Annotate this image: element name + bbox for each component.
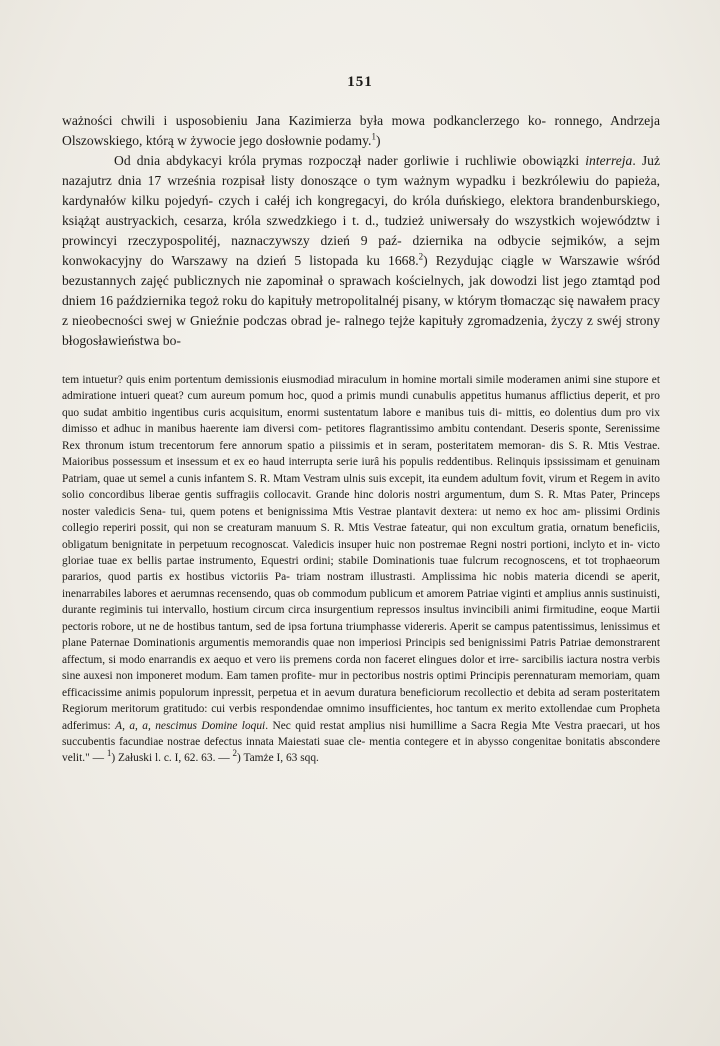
ref-paren: ) [375, 133, 381, 148]
footnote-note-1: 1 [106, 748, 112, 759]
paragraph2-italic: interreja [585, 153, 633, 168]
footnote-paragraph [62, 372, 660, 767]
footnote-ref-2: 2 [418, 251, 424, 262]
footnote-note-2-text: ) Tamże I, 63 sqq. [237, 752, 319, 765]
paragraph1-line2: ronnego, Andrzeja Olszowskiego, którą w żywocie jego dosłownie podamy. [62, 113, 660, 148]
footnote-note-2: 2 [232, 748, 238, 759]
paragraph-continuation [62, 111, 660, 151]
main-text [62, 111, 660, 351]
paragraph2-rest2: ) Rezydując ciągle w Warszawie wśród bezustannych zajęć publicznych nie zapominał o sprawach kościelnych, jak dowodzi list jego ztamtąd pod dniem 16 października tegoż roku do kapituły metropolitalnéj pisany, w którym tłomacząc się nawałem pracy z nieobecności swej w Gnieźnie podczas obrad je- ralnego tejże kapituły zgromadzenia, życzy z swéj strony błogosławieństwa bo- [62, 253, 660, 348]
footnote-tail: . Nec quid restat amplius nisi humillime a Sacra Regia Mte Vestra praecari, ut hos succubentis facundiae nostrae defectus innata Maiestati suae cle- mentia contegere et in abysso congenitae bonitatis abscondere velit." — [62, 719, 660, 765]
footnote-note-1-text: ) Załuski l. c. I, 62. 63. — [111, 752, 233, 765]
paragraph2-rest1: . Już nazajutrz dnia 17 września rozpisał listy donoszące o tym ważnym wypadku i bezkrólewiu do papieża, kardynałów kilku pojedyń- czych i całéj ich kongregacyi, do króla duńskiego, elektora brandenburskiego, książąt austryackich, cesarza, króla szwedzkiego i t. d., tudzież uniwersały do wszystkich województw i prowincyi rzeczypospolitéj, naznaczywszy dzień 9 paź- dziernika na odbycie sejmików, a sejm konwokacyjny do Warszawy na dzień 5 listopada ku 1668. [62, 153, 660, 268]
footnote-body: tem intuetur? quis enim portentum demissionis eiusmodiad miraculum in homine mortali simile moderamen animi sine stupore et admiratione intueri queat? cum aureum pomum hoc, quod a primis mundi cunabulis appetitus humanus afflictius deperit, et pro quo sudat ambitio ingentibus curis acquisitum, enormi sustentatum labore e manibus tuis di- mittis, eo dolentius dum pro vix dimisso et adhuc in manibus haerente iam diversi com- petitores flagrantissimo ambitu contendant. Deseris sponte, Serenissime Rex thronum istum trecentorum fere annorum spatio a piissimis et in seram, posteritatem memoran- dis S. R. Mtis Vestrae. Maioribus possessum et insessum et ex eo haud interrupta serie iurâ his populis reddentibus. Relinquis ipssissimam et genuinam Patriam, quae ut semel a cunis infantem S. R. Mtam Vestram ulnis suis excepit, ita eundem adultum fovit, virum et Regem in avito solio concordibus liberae gentis suffragiis collocavit. Grande hinc doloris nostri argumentum, dum S. R. Mtas Pater, Princeps noster valedicis Sena- tui, quem potens et benignissima Mtis Vestrae plantavit dextera: ut nemo ex hoc am- plissimi Ordinis collegio reperiri possit, qui non se creaturam manuum S. R. Mtis Vestrae fateatur, qui non excultum gratia, ornatum beneficiis, obligatum benignitate in perpetuum recognoscat. Valedicis insuper huic non postremae Regni nostri portioni, inclyto et in- victo gloriae tuae ex bellis partae instrumento, Equestri ordini; stabile Dominationis tuae fulcrum recognoscens, et tot trophaeorum pararios, quod partis ex hostibus victoriis Pa- triam nostram illustrasti. Amplissima hic nobis materia dicendi se aperit, inenarrabiles labores et aerumnas recensendo, quas ob commodum publicum et amorem Patriae viginti et amplius annis sustinuisti, durante regiminis tui intervallo, hostium circum circa insurgentium repressos insultus invincibili animi firmitudine, eoque Martii pectoris robore, ut ne de hostibus tantum, sed de ipsa fortuna triumphasse videreris. Aperit se campus patentissimus, lenissimus et plane Paternae Dominationis argumentis memorandis quae non imperiosi Principis sed benignissimi Patris Patriae demonstrarent affectum, si modo enarrandis ex aequo et vero iis premens corda non faceret elingues dolor et irre- sarcibilis iactura nostra verbis sine auxesi non imponeret modum. Eam tamen profite- mur in pectoribus nostris optimi Principis perennaturam memoriam, quam efficacissime animis populorum inpressit, perpetua et in aevum duratura beneficiorum recollectio et debita ad seram posteritatem Regiorum meritorum gratitudo: cui verbis respondendae omnimo insufficientes, hoc tantum ex merito extollendae cum Propheta adferimus: [62, 374, 660, 732]
footnote-ref-1: 1 [371, 131, 376, 142]
footnote-italic-phrase: A, a, a, nescimus Domine loqui [115, 719, 266, 732]
page-number: 151 [347, 74, 373, 90]
paragraph1-line1: ważności chwili i usposobieniu Jana Kazimierza była mowa podkanclerzego ko- [62, 113, 547, 128]
footnote-block [62, 372, 660, 767]
paragraph-abdication [62, 151, 660, 351]
paragraph2-lead: Od dnia abdykacyi króla prymas rozpoczął nader gorliwie i ruchliwie obowiązki [114, 153, 586, 168]
